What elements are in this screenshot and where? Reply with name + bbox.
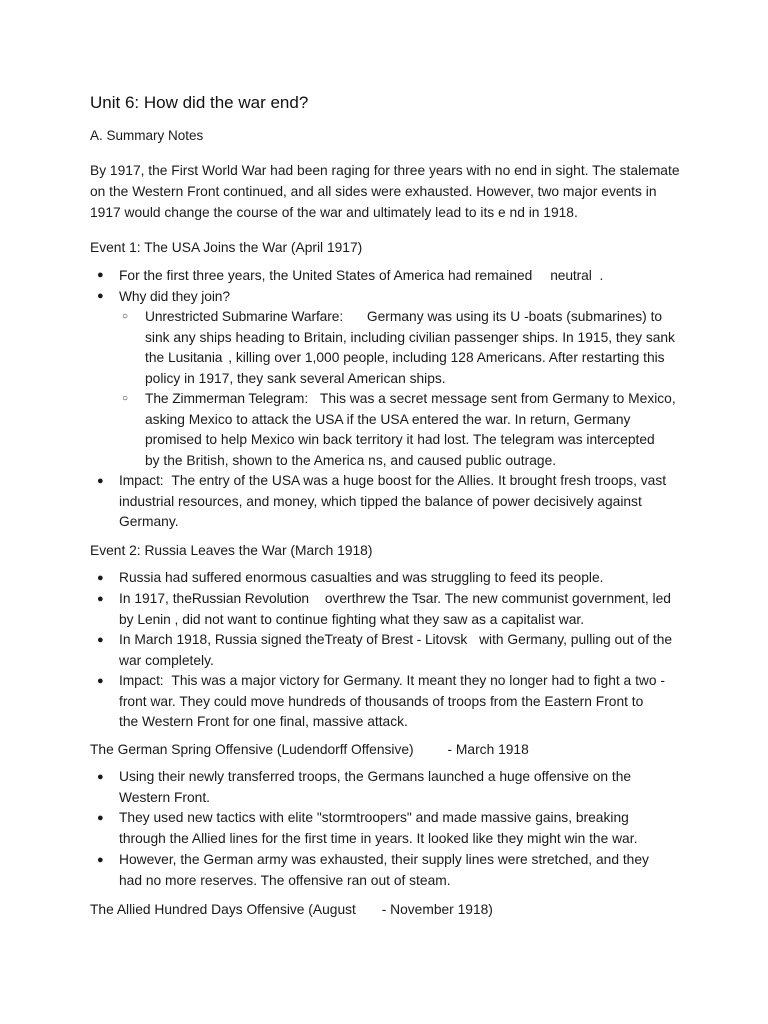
event2-impact: [119, 671, 699, 733]
page-title: Unit 6: How did the war end?: [90, 93, 309, 112]
text-line: war completely.: [119, 652, 214, 668]
spring-bullet-2: [119, 808, 699, 849]
text-span: The entry of the USA was a huge boost for the Allies. It brought fresh troops, vast: [171, 473, 667, 488]
text-line: [145, 307, 705, 328]
event1-bullet-2: Why did they join?: [119, 289, 230, 304]
bullet-icon: ●: [97, 572, 104, 584]
bullet-icon: ●: [97, 269, 104, 281]
text-line: had no more reserves. The offensive ran out of steam.: [119, 872, 451, 888]
circle-bullet-icon: ○: [122, 393, 129, 404]
key-term: Lenin: [137, 611, 171, 627]
text-line: asking Mexico to attack the USA if the USA entered the war. In return, Germany: [145, 411, 631, 427]
bullet-icon: ●: [97, 812, 104, 824]
text-line: [119, 610, 699, 631]
text-span: the: [145, 350, 165, 366]
text-line: [119, 471, 699, 492]
event2-bullet-1: Russia had suffered enormous casualties and was struggling to feed its people.: [119, 570, 604, 585]
text-line: However, the German army was exhausted, their supply lines were stretched, and they: [119, 852, 649, 867]
text-span: For the first three years, the United States of America had remained: [119, 268, 533, 283]
event2-bullet-2: [119, 589, 699, 630]
text-line: policy in 1917, they sank several American ships.: [145, 370, 446, 386]
text-line: [145, 348, 705, 369]
text-span: overthrew the Tsar. The new communist government, led: [324, 591, 671, 606]
text-span: In March 1918, Russia signed the: [119, 632, 325, 647]
event1-sub-2: [145, 389, 705, 471]
bullet-icon: ●: [97, 854, 104, 866]
text-span: with Germany, pulling out of the: [479, 632, 673, 647]
bullet-icon: ●: [97, 593, 104, 605]
bullet-icon: ●: [97, 290, 104, 302]
text-line: through the Allied lines for the first time in years. It looked like they might win the war.: [119, 830, 638, 846]
text-line: by the British, shown to the America ns, and caused public outrage.: [145, 452, 557, 468]
key-term: Impact:: [119, 473, 164, 488]
event1-bullet-1: [119, 266, 603, 287]
key-term: Impact:: [119, 673, 164, 688]
text-span: In 1917, the: [119, 591, 192, 606]
text-line: [119, 630, 699, 651]
bullet-icon: ●: [97, 771, 104, 783]
heading-date: - November 1918): [381, 902, 493, 917]
heading-text: The German Spring Offensive (Ludendorff Offensive): [90, 742, 414, 757]
text-line: They used new tactics with elite "stormtroopers" and made massive gains, breaking: [119, 810, 629, 825]
key-term: Lusitania: [168, 350, 223, 366]
text-span: , did not want to continue fighting what they saw as a capitalist war.: [174, 611, 585, 627]
text-span: This was a major victory for Germany. It meant they no longer had to fight a two -: [171, 673, 665, 688]
key-term: The Zimmerman Telegram:: [145, 391, 309, 406]
bullet-icon: ●: [97, 475, 104, 487]
bullet-icon: ●: [97, 634, 104, 646]
key-term: Unrestricted Submarine Warfare:: [145, 309, 344, 324]
key-term: Russian Revolution: [191, 591, 309, 606]
text-line: industrial resources, and money, which tipped the balance of power decisively against: [119, 493, 642, 509]
event1-impact: [119, 471, 699, 533]
event2-bullet-3: [119, 630, 699, 671]
intro-line: on the Western Front continued, and all sides were exhausted. However, two major events in: [90, 183, 657, 199]
text-line: Germany.: [119, 514, 179, 530]
intro-line: 1917 would change the course of the war and ultimately lead to its e nd in 1918.: [90, 204, 578, 220]
intro-paragraph: [90, 161, 690, 223]
heading-text: The Allied Hundred Days Offensive (August: [90, 902, 356, 917]
key-term: neutral: [550, 268, 592, 283]
spring-bullet-1: [119, 767, 699, 808]
text-line: [119, 589, 699, 610]
text-span: Germany was using its U -boats (submarines) to: [366, 309, 663, 324]
bullet-icon: ●: [97, 675, 104, 687]
text-line: promised to help Mexico win back territory it had lost. The telegram was intercepted: [145, 432, 655, 448]
text-span: .: [599, 268, 604, 283]
text-line: the Western Front for one final, massive attack.: [119, 714, 408, 730]
text-line: front war. They could move hundreds of thousands of troops from the Eastern Front to: [119, 693, 644, 709]
text-line: [145, 389, 705, 410]
heading-date: - March 1918: [447, 742, 529, 757]
hundred-days-heading: [90, 902, 493, 917]
event1-sub-1: [145, 307, 705, 389]
text-line: sink any ships heading to Britain, including civilian passenger ships. In 1915, they sank: [145, 329, 675, 345]
event1-heading: Event 1: The USA Joins the War (April 1917): [90, 240, 363, 255]
text-line: [119, 671, 699, 692]
event2-heading: Event 2: Russia Leaves the War (March 1918): [90, 543, 373, 558]
key-term: Treaty of Brest - Litovsk: [324, 632, 468, 647]
text-line: Using their newly transferred troops, the Germans launched a huge offensive on the: [119, 769, 632, 784]
spring-bullet-3: [119, 850, 699, 891]
text-span: , killing over 1,000 people, including 128 Americans. After restarting this: [228, 350, 665, 366]
text-line: Western Front.: [119, 789, 210, 805]
circle-bullet-icon: ○: [122, 311, 129, 322]
text-span: by: [119, 611, 134, 627]
summary-heading: A. Summary Notes: [90, 128, 204, 143]
text-span: This was a secret message sent from Germany to Mexico,: [319, 391, 676, 406]
intro-line: By 1917, the First World War had been raging for three years with no end in sight. The stalemate: [90, 163, 680, 178]
spring-offensive-heading: [90, 742, 529, 757]
